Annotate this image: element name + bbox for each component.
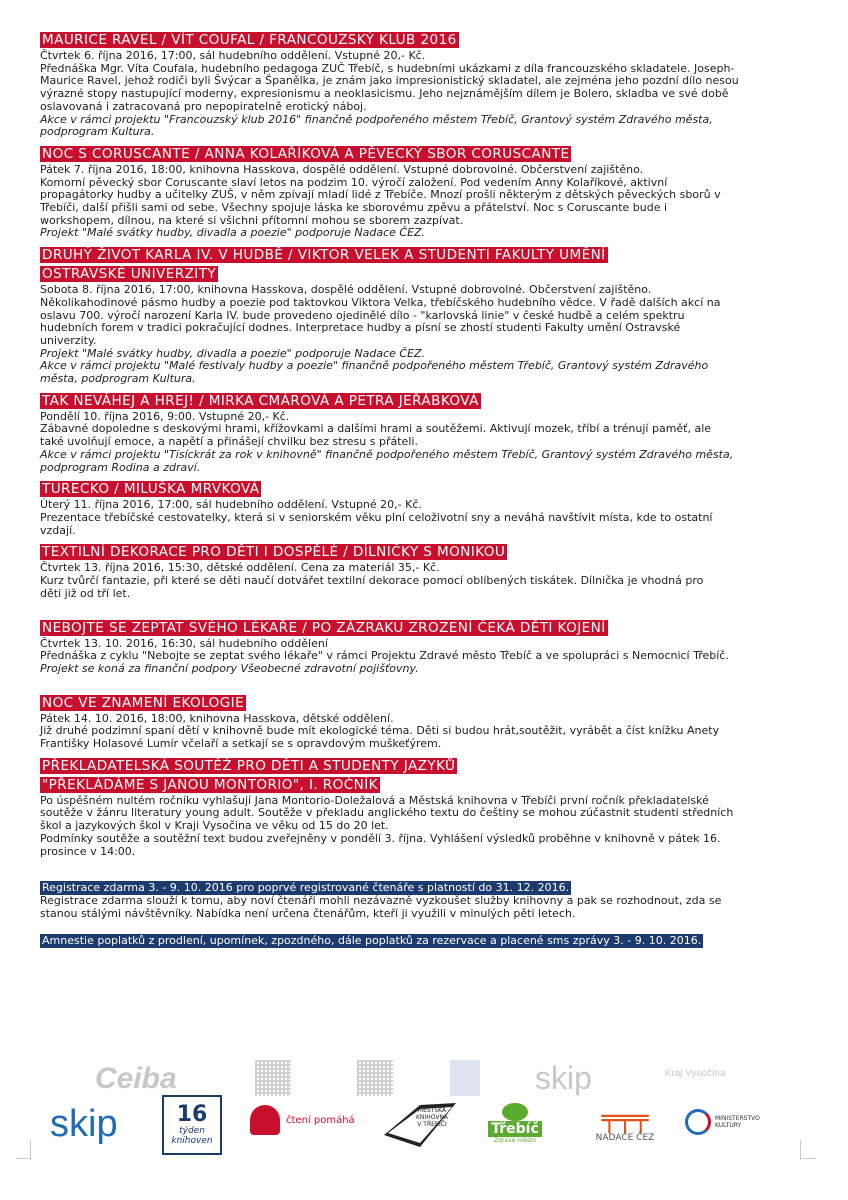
event-block (40, 144, 782, 240)
trebic-subtext: Zdravé město (494, 1136, 536, 1144)
event-text: Pátek 7. října 2016, 18:00, knihovna Hasskova, dospělé oddělení. Vstupné dobrovolné. Občerstvení zajištěno. (40, 162, 644, 176)
event-text: výrazné stopy nastupující moderny, expresionismu a neoklasicismu. Jeho nejznámějším dílem je Bolero, skladba ve své době (40, 87, 729, 101)
tree-icon (502, 1103, 528, 1121)
event-text: Pátek 14. 10. 2016, 18:00, knihovna Hasskova, dětské oddělení. (40, 711, 394, 725)
event-note: podprogram Rodina a zdraví. (40, 460, 201, 474)
spacer (40, 601, 782, 613)
event-block (40, 618, 782, 688)
event-text: Pondělí 10. října 2016, 9:00. Vstupné 20,- Kč. (40, 409, 290, 423)
event-title: TEXTILNÍ DEKORACE PRO DĚTI I DOSPĚLÉ / DÍLNIČKY S MONIKOU (42, 544, 506, 561)
event-text: Po úspěšném nultém ročníku vyhlašují Jana Montorio-Doležalová a Městská knihovna v Třebíči první ročník překladatelské (40, 793, 709, 807)
event-note: Akce v rámci projektu "Tisíckrát za rok v knihovně" finančně podpořeného městem Třebíč, Grantový systém Zdravého města, (40, 447, 734, 461)
knihovna-text: MĚSTSKÁ (417, 1107, 447, 1114)
event-note: Projekt se koná za finanční podpory Všeobecné zdravotní pojišťovny. (40, 661, 419, 675)
event-text: vzdají. (40, 523, 76, 537)
event-note: Akce v rámci projektu "Malé festivaly hudby a poezie" finančně podpořeného městem Třebíč, Grantový systém Zdravého (40, 359, 709, 373)
event-text: škol a jazykových škol v Kraji Vysočina ve věku od 15 do 20 let. (40, 819, 389, 833)
event-block (40, 245, 782, 386)
event-text: Zábavné dopoledne s deskovými hrami, křížovkami a dalšími hrami a soutěžemi. Aktivují mozek, tříbí a trénují paměť, ale (40, 422, 712, 436)
event-title: TURECKO / MILUŠKA MRVKOVÁ (42, 481, 260, 498)
event-text: propagátorky hudby a učitelky ZUŠ, v něm zpívají mladí lidé z Třebíče. Mnozí prošli některým z dětských pěveckých sborů v (40, 188, 721, 202)
event-text: Prezentace třebíčské cestovatelky, která si v seniorském věku plní celoživotní sny a neváhá navštívit místa, kde to ostatní (40, 510, 713, 524)
event-text: také uvolňují emoce, a napětí a přinášejí chvilku bez stresu s přáteli. (40, 435, 418, 449)
event-title-wrap (40, 245, 782, 283)
mk-icon (685, 1109, 711, 1135)
event-title-wrap (40, 542, 782, 561)
crop-mark (16, 1158, 30, 1169)
event-text: univerzity. (40, 333, 97, 347)
tyden-knihoven-logo (162, 1095, 222, 1155)
registration-line: Registrace zdarma slouží k tomu, aby noví čtenáři mohli nezávazně vyzkoušet služby knihovny a pak se rozhodnout, zda se (40, 894, 722, 908)
event-title: NOC VE ZNAMENÍ EKOLOGIE (42, 694, 245, 711)
crop-mark (802, 1158, 816, 1169)
event-text: prosince v 14:00. (40, 844, 136, 858)
event-text: Čtvrtek 13. října 2016, 15:30, dětské oddělení. Cena za materiál 35,- Kč. (40, 561, 440, 575)
event-title: TAK NEVÁHEJ A HREJ! / MIRKA CMÁROVÁ A PETRA JEŘÁBKOVÁ (42, 392, 479, 409)
event-title-wrap (40, 144, 782, 163)
event-text: Několikahodinové pásmo hudby a poezie pod taktovkou Viktora Velka, třebíčského hudebního vědce. V řadě dalších akcí na (40, 295, 721, 309)
events-list (40, 30, 782, 870)
event-text: Třebíči, další přišli sami od sebe. Všechny spojuje láska ke sborovému zpěvu a přátelství. Noc s Coruscante bude i (40, 201, 668, 215)
event-title-wrap (40, 30, 782, 49)
mk-text: KULTURY (715, 1122, 742, 1129)
registration-bar: Registrace zdarma 3. - 9. 10. 2016 pro poprvé registrované čtenáře s platností do 31. 12. 2016. (42, 881, 570, 895)
event-note: Akce v rámci projektu "Francouzský klub 2016" finančně podpořeného městem Třebíč, Grantový systém Zdravého města, (40, 112, 713, 126)
registration-section (40, 876, 782, 920)
event-block (40, 30, 782, 139)
event-title: MAURICE RAVEL / VÍT COUFAL / FRANCOUZSKÝ KLUB 2016 (42, 32, 457, 48)
event-text: děti již od tří let. (40, 586, 131, 600)
ceiba-logo: Ceiba (95, 1062, 177, 1095)
event-text: oslavovaná i zatracovaná pro nepopiratelně erotický náboj. (40, 99, 367, 113)
trebic-zdrave-mesto-logo (485, 1095, 545, 1151)
book-icon (250, 1105, 280, 1135)
qr-code-icon (255, 1060, 291, 1096)
event-text: Komorní pěvecký sbor Coruscante slaví letos na podzim 10. výročí založení. Pod vedením Anny Kolaříkové, aktivní (40, 175, 668, 189)
event-title-wrap (40, 479, 782, 498)
spacer (40, 676, 782, 688)
event-text: Podmínky soutěže a soutěžní text budou zveřejněny v pondělí 3. října. Vyhlášení výsledků proběhne v knihovně v pátek 16. (40, 831, 721, 845)
kraj-vysocina-logo: Kraj Vysočina (664, 1068, 726, 1079)
event-text: Čtvrtek 13. 10. 2016, 16:30, sál hudebního oddělení (40, 636, 328, 650)
event-block (40, 391, 782, 475)
spacer (40, 858, 782, 870)
event-text: Františky Holasové Lumír včelaří a setkají se s opravdovým muškeťýrem. (40, 737, 442, 751)
skip-faded-logo: skip (535, 1060, 592, 1096)
faded-logos-row (95, 1060, 795, 1100)
event-block (40, 693, 782, 751)
amnesty-bar: Amnestie poplatků z prodlení, upomínek, zpozdného, dále poplatků za rezervace a placené sms zprávy 3. - 9. 10. 2016. (42, 933, 702, 947)
event-title: OSTRAVSKÉ UNIVERZITY (42, 266, 217, 283)
event-block (40, 756, 782, 871)
event-title: NOC S CORUSCANTE / ANNA KOLAŘÍKOVÁ A PĚVECKÝ SBOR CORUSCANTE (42, 145, 570, 162)
tyden-knihoven-faded-icon (450, 1060, 480, 1096)
event-text: oslavu 700. výročí narození Karla IV. bude provedeno ojedinělé dílo - "karlovská linie" v české hudbě a celém spektru (40, 308, 685, 322)
nadace-cez-logo (585, 1099, 665, 1149)
event-text: Maurice Ravel, jehož rodiči byli Švýcar a Španělka, je znám jako impresionistický skladatel, ale zejména jeho pozdní dílo nesou (40, 74, 739, 88)
event-note: města, podprogram Kultura. (40, 372, 196, 386)
cteni-pomaha-logo (250, 1105, 355, 1135)
event-text: Přednáška z cyklu "Nebojte se zeptat svého lékaře" v rámci Projektu Zdravé město Třebíč a ve spolupráci s Nemocnicí Třebíč. (40, 649, 729, 663)
mk-text: MINISTERSTVO (715, 1115, 760, 1122)
trebic-text: Třebíč (488, 1121, 542, 1137)
qr-code-icon (357, 1060, 393, 1096)
tyden-text: týden (179, 1126, 205, 1136)
registration-line: stanou stálými návštěvníky. Nabídka není určena čtenářům, kteří ji využili v minulých pěti letech. (40, 906, 576, 920)
tyden-text: knihoven (171, 1136, 213, 1146)
event-text: Kurz tvůrčí fantazie, při které se děti naučí dotvářet textilní dekorace pomocí oblíbených tiskátek. Dílnička je vhodná pro (40, 574, 704, 588)
event-note: Projekt "Malé svátky hudby, divadla a poezie" podporuje Nadace ČEZ. (40, 346, 426, 360)
amnesty-section (40, 929, 782, 948)
event-note: Projekt "Malé svátky hudby, divadla a poezie" podporuje Nadace ČEZ. (40, 226, 426, 240)
cez-icon: ╤╤╤ (601, 1104, 649, 1134)
cteni-pomaha-text: čtení pomáhá (286, 1114, 355, 1126)
logos-row (45, 1095, 785, 1155)
crop-mark (30, 1140, 41, 1160)
mestska-knihovna-logo (380, 1095, 460, 1151)
event-title: DRUHÝ ŽIVOT KARLA IV. V HUDBĚ / VIKTOR VELEK A STUDENTI FAKULTY UMĚNÍ (42, 247, 606, 264)
program-content (40, 30, 782, 948)
tyden-number: 16 (176, 1102, 208, 1127)
event-title-wrap (40, 618, 782, 637)
event-text: Úterý 11. října 2016, 17:00, sál hudebního oddělení. Vstupné 20,- Kč. (40, 498, 422, 512)
knihovna-text: V TŘEBÍČI (417, 1121, 447, 1128)
event-block (40, 542, 782, 612)
event-text: soutěže v žánru literatury young adult. Soutěže v překladu anglického textu do češtiny se mohou zúčastnit studenti středních (40, 806, 734, 820)
cez-text: NADACE ČEZ (595, 1133, 655, 1143)
event-title-wrap (40, 391, 782, 410)
event-title: NEBOJTE SE ZEPTAT SVÉHO LÉKAŘE / PO ZÁZRAKU ZROZENÍ ČEKÁ DĚTI KOJENÍ (42, 619, 606, 636)
event-text: workshopem, dílnou, na které si všichni přítomní mohou se sborem zazpívat. (40, 213, 464, 227)
event-block (40, 479, 782, 537)
event-title-wrap (40, 756, 782, 794)
event-text: Čtvrtek 6. října 2016, 17:00, sál hudebního oddělení. Vstupné 20,- Kč. (40, 49, 426, 62)
skip-logo: skip (50, 1103, 118, 1145)
event-title-wrap (40, 693, 782, 712)
event-note: podprogram Kultura. (40, 125, 155, 139)
event-text: Již druhé podzimní spaní dětí v knihovně bude mít ekologické téma. Děti si budou hrát,soutěžit, vyrábět a číst knížku Anety (40, 724, 720, 738)
event-text: Přednáška Mgr. Víta Coufala, hudebního pedagoga ZUČ Třebíč, s hudebními ukázkami z díla francouzského skladatele. Joseph- (40, 61, 735, 75)
event-text: hudebních forem v tradici pokračující dodnes. Interpretace hudby a písní se zhostí studenti Fakulty umění Ostravské (40, 321, 681, 335)
crop-mark (800, 1140, 811, 1160)
knihovna-text: KNIHOVNA (416, 1114, 449, 1121)
ministerstvo-kultury-logo (685, 1109, 760, 1135)
event-text: Sobota 8. října 2016, 17:00, knihovna Hasskova, dospělé oddělení. Vstupné dobrovolné. Občerstvení zajištěno. (40, 283, 652, 297)
event-title: "PŘEKLÁDÁME S JANOU MONTORIO", I. ROČNÍK (42, 776, 378, 793)
event-title: PŘEKLADATELSKÁ SOUTĚŽ PRO DĚTI A STUDENTY JAZYKŮ (42, 757, 456, 774)
